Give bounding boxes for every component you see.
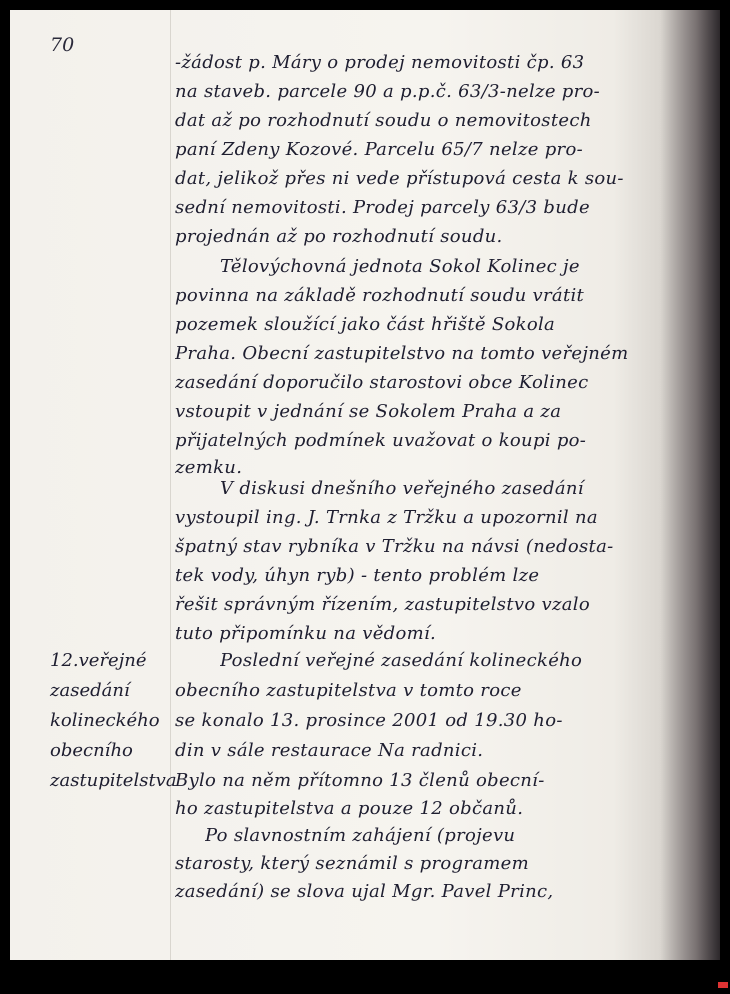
text-line: paní Zdeny Kozové. Parcelu 65/7 nelze pro- (175, 139, 583, 160)
text-line: zasedání doporučilo starostovi obce Kolinec (175, 372, 589, 393)
text-line: pozemek sloužící jako část hřiště Sokola (175, 314, 556, 335)
text-line: Poslední veřejné zasedání kolineckého (220, 650, 583, 671)
page-fold-shadow (660, 10, 720, 960)
text-line: vystoupil ing. J. Trnka z Tržku a upozornil na (175, 507, 598, 528)
text-line: tek vody, úhyn ryb) - tento problém lze (175, 565, 540, 586)
text-line: dat, jelikož přes ni vede přístupová cesta k sou- (175, 168, 624, 189)
scan-corner-mark (718, 982, 728, 988)
text-line: din v sále restaurace Na radnici. (175, 740, 484, 761)
text-line: zemku. (175, 457, 243, 478)
text-line: Tělovýchovná jednota Sokol Kolinec je (220, 256, 580, 277)
text-line: dat až po rozhodnutí soudu o nemovitostech (175, 110, 592, 131)
margin-note-line: obecního (50, 740, 133, 761)
text-line: povinna na základě rozhodnutí soudu vrátit (175, 285, 585, 306)
margin-note-line: 12.veřejné (50, 650, 147, 671)
notebook-page (10, 10, 720, 960)
text-line: přijatelných podmínek uvažovat o koupi po- (175, 430, 587, 451)
text-line: vstoupit v jednání se Sokolem Praha a za (175, 401, 562, 422)
margin-note-line: kolineckého (50, 710, 160, 731)
margin-rule (170, 10, 171, 960)
text-line: řešit správným řízením, zastupitelstvo vzalo (175, 594, 590, 615)
page-number: 70 (50, 34, 75, 56)
text-line: ho zastupitelstva a pouze 12 občanů. (175, 798, 524, 819)
text-line: V diskusi dnešního veřejného zasedání (220, 478, 584, 499)
text-line: se konalo 13. prosince 2001 od 19.30 ho- (175, 710, 563, 731)
margin-note-line: zasedání (50, 680, 130, 701)
text-line: tuto připomínku na vědomí. (175, 623, 437, 644)
text-line: zasedání) se slova ujal Mgr. Pavel Princ, (175, 881, 554, 902)
text-line: -žádost p. Máry o prodej nemovitosti čp. 63 (175, 52, 585, 73)
text-line: Bylo na něm přítomno 13 členů obecní- (175, 770, 545, 791)
text-line: projednán až po rozhodnutí soudu. (175, 226, 503, 247)
text-line: obecního zastupitelstva v tomto roce (175, 680, 522, 701)
margin-note-line: zastupitelstva (50, 770, 177, 791)
text-line: Praha. Obecní zastupitelstvo na tomto veřejném (175, 343, 629, 364)
text-line: špatný stav rybníka v Tržku na návsi (nedosta- (175, 536, 614, 557)
text-line: na staveb. parcele 90 a p.p.č. 63/3-nelze pro- (175, 81, 601, 102)
text-line: starosty, který seznámil s programem (175, 853, 529, 874)
text-line: sední nemovitosti. Prodej parcely 63/3 bude (175, 197, 590, 218)
text-line: Po slavnostním zahájení (projevu (205, 825, 516, 846)
